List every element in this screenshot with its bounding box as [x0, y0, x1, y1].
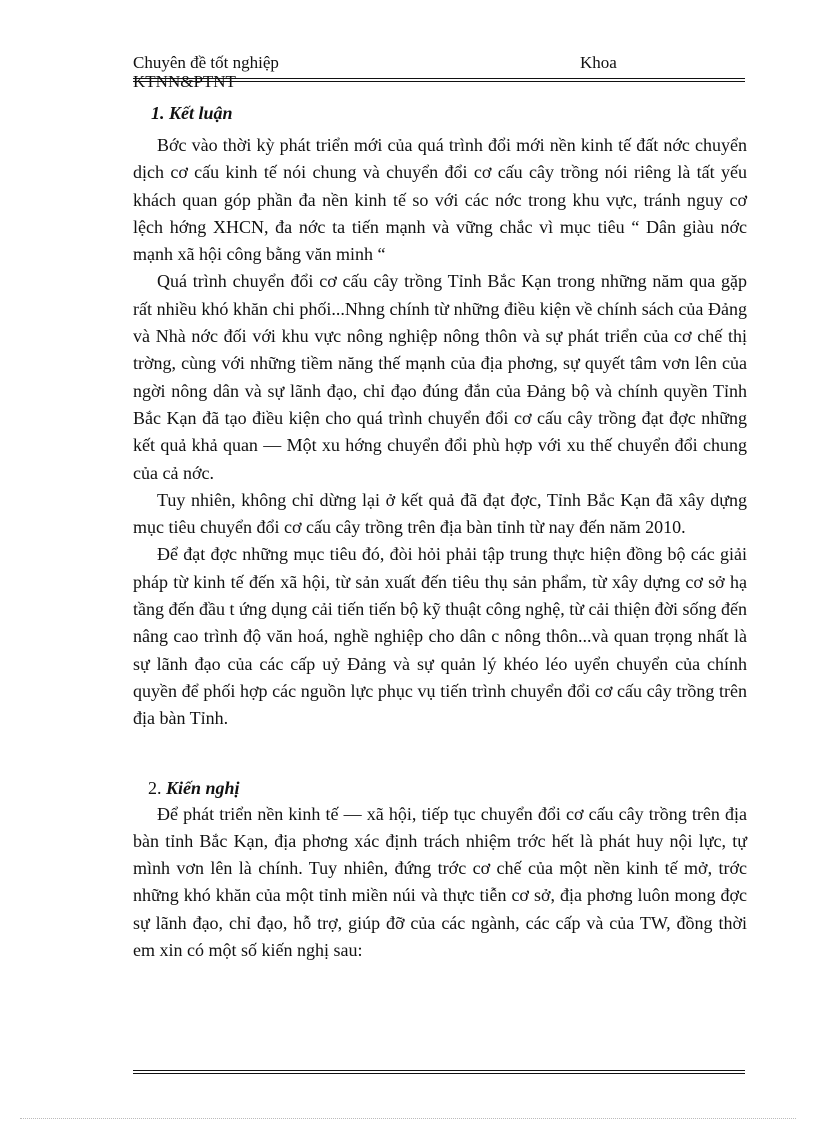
- section-1-number: 1.: [151, 103, 165, 123]
- section-2-paragraph: Để phát triển nền kinh tế — xã hội, tiếp tục chuyển đổi cơ cấu cây trồng trên địa bàn tỉnh Bắc Kạn, địa phơng xác định trách nhiệm trớc hết là phát huy nội lực, tự mình vơn lên là chính. Tuy nhiên, đứng trớc cơ chế của một nền kinh tế mở, trớc những khó khăn của một tỉnh miền núi và thực tiễn cơ sở, địa phơng luôn mong đợc sự lãnh đạo, chỉ đạo, hỗ trợ, giúp đỡ của các ngành, các cấp và của TW, đồng thời em xin có một số kiến nghị sau:: [133, 803, 747, 961]
- page-edge-marker: [20, 1118, 796, 1119]
- section-1-paragraph: Quá trình chuyển đổi cơ cấu cây trồng Tỉnh Bắc Kạn trong những năm qua gặp rất nhiều khó khăn chi phối...Nhng chính từ những điều kiện về chính sách của Đảng và Nhà nớc đối với khu vực nông nghiệp nông thôn và sự phát triển của cơ chế thị trờng, cùng với những tiềm năng thế mạnh của địa phơng, sự quyết tâm vơn lên của ngời nông dân và sự lãnh đạo, chỉ đạo đúng đắn của Đảng bộ và chính quyền Tỉnh Bắc Kạn đã tạo điều kiện cho quá trình chuyển đổi cơ cấu cây trồng đạt đợc những kết quả khả quan — Một xu hớng chuyển đổi phù hợp với xu thế chuyển đổi chung của cả nớc.: [133, 271, 747, 483]
- section-2-title: Kiến nghị: [166, 777, 240, 798]
- section-2-heading: [148, 775, 747, 801]
- section-spacer: [133, 733, 747, 775]
- section-1-paragraph: Bớc vào thời kỳ phát triển mới của quá trình đổi mới nền kinh tế đất nớc chuyển dịch cơ cấu kinh tế nói chung và chuyển đổi cơ cấu cây trồng nói riêng là tất yếu khách quan góp phần đa nền kinh tế so với các nớc trong khu vực, tránh nguy cơ lệch hớng XHCN, đa nớc ta tiến mạnh và vững chắc vì mục tiêu “ Dân giàu nớc mạnh xã hội công bằng văn minh “: [133, 135, 747, 265]
- document-body: [133, 100, 747, 964]
- header-department: Khoa: [580, 53, 617, 72]
- header-department-code: KTNN&PTNT: [133, 72, 236, 91]
- header-document-title: Chuyên đề tốt nghiệp: [133, 53, 279, 72]
- section-1-paragraph: Tuy nhiên, không chỉ dừng lại ở kết quả đã đạt đợc, Tỉnh Bắc Kạn đã xây dựng mục tiêu chuyển đổi cơ cấu cây trồng trên địa bàn tỉnh từ nay đến năm 2010.: [133, 489, 747, 538]
- section-1-paragraph: Để đạt đợc những mục tiêu đó, đòi hỏi phải tập trung thực hiện đồng bộ các giải pháp từ kinh tế đến xã hội, từ sản xuất đến tiêu thụ sản phẩm, từ xây dựng cơ sở hạ tầng đến đầu t ứng dụng cải tiến tiến bộ kỹ thuật công nghệ, từ cải thiện đời sống đến nâng cao trình độ văn hoá, nghề nghiệp cho dân c nông thôn...và quan trọng nhất là sự lãnh đạo của các cấp uỷ Đảng và sự quản lý khéo léo uyển chuyển của chính quyền để phối hợp các nguồn lực phục vụ tiến trình chuyển đổi cơ cấu cây trồng trên địa bàn Tỉnh.: [133, 544, 747, 729]
- section-2-number: 2.: [148, 777, 162, 798]
- section-1-heading: [151, 100, 747, 126]
- section-1-title: Kết luận: [169, 103, 233, 123]
- footer-divider: [133, 1070, 745, 1074]
